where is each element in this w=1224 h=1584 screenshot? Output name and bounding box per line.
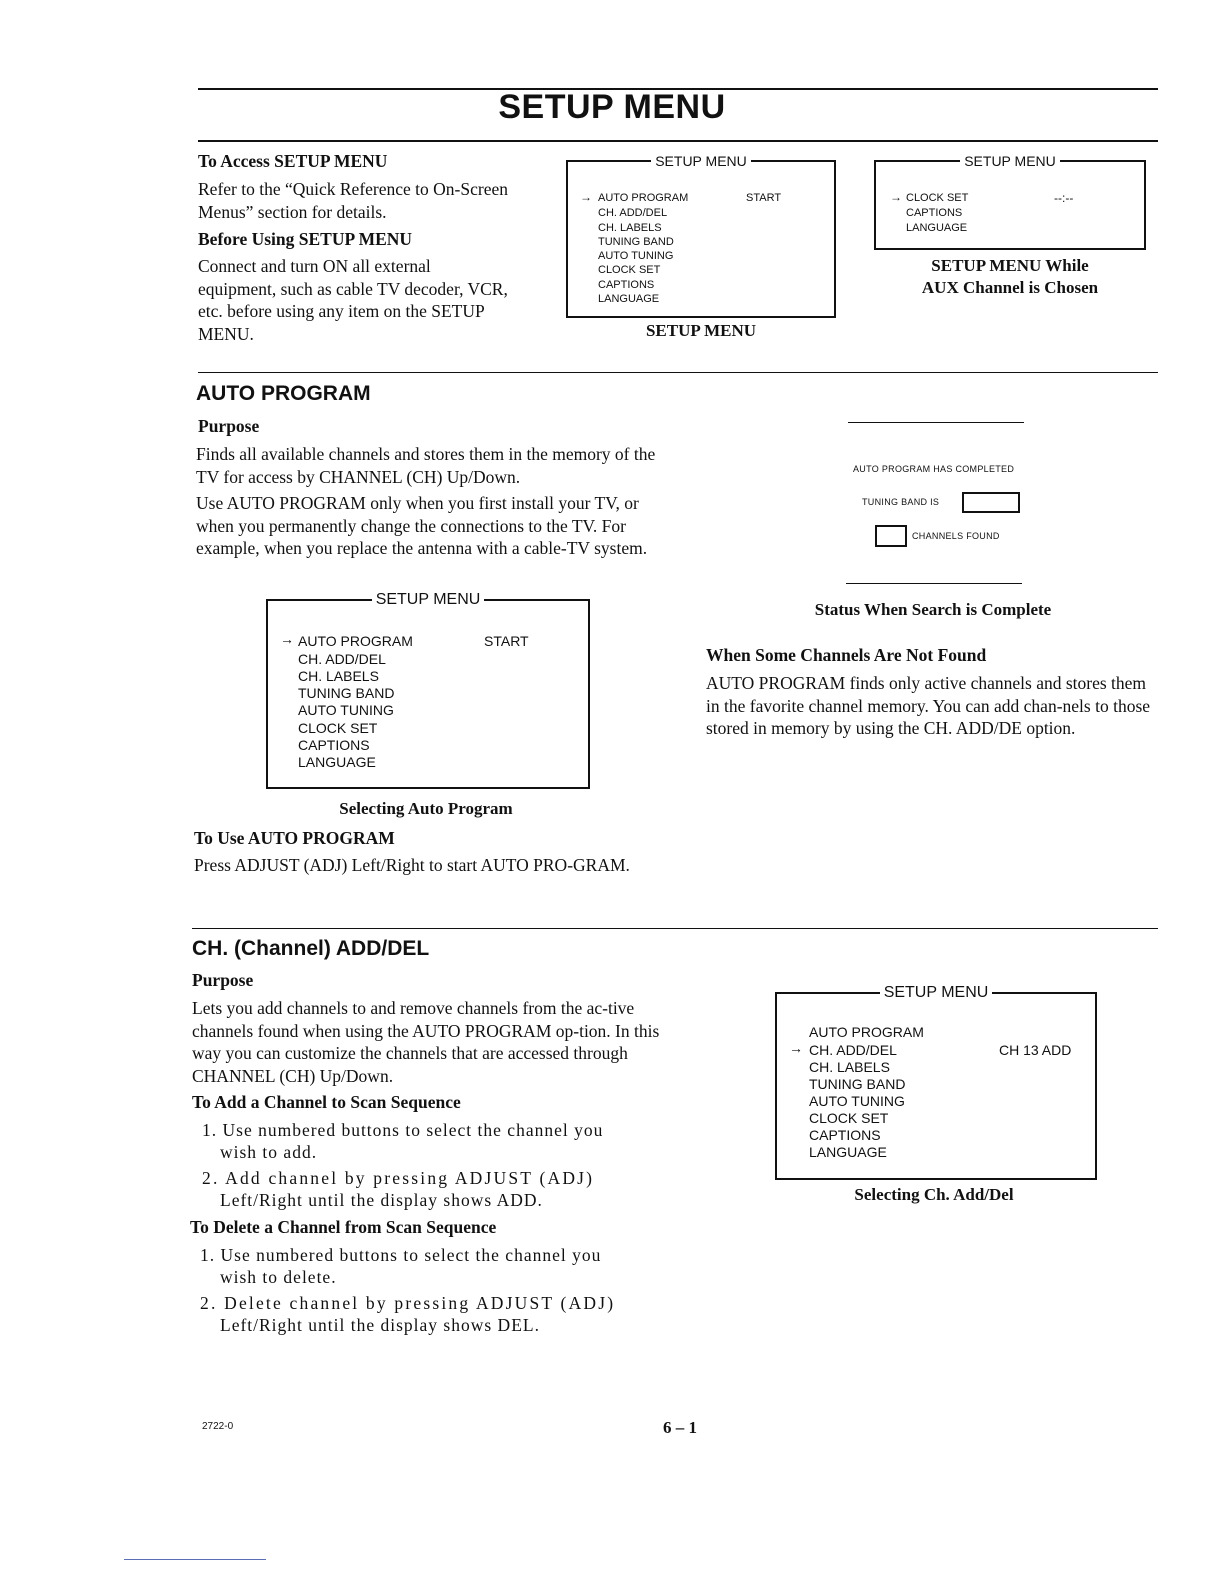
ch-add-del-heading: CH. (Channel) ADD/DEL: [192, 937, 430, 960]
osd2-title: SETUP MENU: [960, 153, 1060, 169]
purpose-heading: Purpose: [192, 970, 254, 990]
menu-item-language: LANGUAGE: [598, 293, 660, 305]
osd-title: SETUP MENU: [372, 591, 485, 608]
setup-menu-auto-program-screen: [266, 591, 590, 789]
menu-item-value: START: [746, 192, 782, 204]
osd2-caption-line2: AUX Channel is Chosen: [921, 278, 1099, 297]
ch-add-del-p1: Lets you add channels to and remove channels from the ac-tive channels found when using the AUTO PROGRAM op-tion. In this way you can customize the channels that are accessed through CHANNEL (CH) Up/Down.: [192, 998, 660, 1086]
before-heading: Before Using SETUP MENU: [198, 229, 413, 249]
status-top-rule: [848, 422, 1024, 423]
menu-item-tuning-band: TUNING BAND: [809, 1076, 906, 1092]
page-number: 6 – 1: [663, 1418, 697, 1437]
menu-item-captions: CAPTIONS: [809, 1127, 881, 1143]
menu-item-ch-labels: CH. LABELS: [298, 668, 379, 684]
use-text: Press ADJUST (ADJ) Left/Right to start AUTO PRO-GRAM.: [194, 855, 630, 875]
menu-item-tuning-band: TUNING BAND: [298, 685, 395, 701]
title-rule: [198, 140, 1158, 142]
menu-item-clock-set: CLOCK SET: [906, 192, 969, 204]
purpose-heading: Purpose: [198, 416, 260, 436]
del-step-2: 2. Delete channel by pressing ADJUST (ADJ): [200, 1293, 616, 1313]
selection-arrow-icon: →: [789, 1040, 803, 1056]
ch-add-del-osd-caption: Selecting Ch. Add/Del: [854, 1185, 1014, 1204]
menu-item-captions: CAPTIONS: [298, 737, 370, 753]
not-found-text: AUTO PROGRAM finds only active channels and stores them in the favorite channel memory. You can add chan-nels to those stored in memory by using the CH. ADD/DE option.: [706, 673, 1151, 738]
menu-item-ch-add-del: CH. ADD/DEL: [298, 651, 386, 667]
menu-item-tuning-band: TUNING BAND: [598, 236, 674, 248]
add-step-2: 2. Add channel by pressing ADJUST (ADJ): [202, 1168, 595, 1188]
osd-title: SETUP MENU: [651, 153, 751, 169]
menu-item-auto-program: AUTO PROGRAM: [809, 1024, 924, 1040]
menu-item-clock-set: CLOCK SET: [298, 720, 378, 736]
clock-value: --:--: [1054, 191, 1074, 205]
menu-item-ch-labels: CH. LABELS: [809, 1059, 890, 1075]
menu-item-auto-tuning: AUTO TUNING: [298, 702, 394, 718]
del-step-1-cont: wish to delete.: [220, 1267, 337, 1287]
auto-program-osd-caption: Selecting Auto Program: [339, 799, 513, 818]
menu-item-ch-add-del: CH. ADD/DEL: [809, 1042, 897, 1058]
status-line-completed: AUTO PROGRAM HAS COMPLETED: [853, 464, 1015, 474]
menu-item-language: LANGUAGE: [809, 1144, 887, 1160]
setup-menu-screen: [566, 153, 836, 318]
add-step-1-cont: wish to add.: [220, 1142, 318, 1162]
menu-item-value: START: [484, 633, 529, 649]
section-rule: [198, 372, 1158, 373]
menu-item-ch-labels: CH. LABELS: [598, 222, 662, 234]
del-step-1: 1. Use numbered buttons to select the channel you: [200, 1245, 602, 1265]
osd-title: SETUP MENU: [880, 984, 993, 1001]
menu-item-value: CH 13 ADD: [999, 1042, 1072, 1058]
tuning-band-box: [962, 492, 1020, 513]
access-heading: To Access SETUP MENU: [198, 151, 388, 171]
menu-item-ch-add-del: CH. ADD/DEL: [598, 207, 668, 219]
not-found-heading: When Some Channels Are Not Found: [706, 645, 987, 665]
menu-item-auto-tuning: AUTO TUNING: [809, 1093, 905, 1109]
menu-item-auto-program: AUTO PROGRAM: [298, 633, 413, 649]
use-heading: To Use AUTO PROGRAM: [194, 828, 395, 848]
status-caption: Status When Search is Complete: [814, 600, 1052, 619]
access-text: Refer to the “Quick Reference to On-Screen Menus” section for details.: [198, 179, 508, 222]
menu-item-clock-set: CLOCK SET: [809, 1110, 889, 1126]
menu-item-clock-set: CLOCK SET: [598, 264, 661, 276]
menu-item-captions: CAPTIONS: [598, 279, 655, 291]
add-step-2-cont: Left/Right until the display shows ADD.: [220, 1190, 543, 1210]
status-line-channels-found: CHANNELS FOUND: [912, 531, 1000, 541]
auto-program-p1: Finds all available channels and stores them in the memory of the TV for access by CHANNEL (CH) Up/Down.: [196, 444, 656, 487]
del-heading: To Delete a Channel from Scan Sequence: [190, 1217, 497, 1237]
footer-underline: [124, 1559, 266, 1560]
add-step-1: 1. Use numbered buttons to select the channel you: [202, 1120, 604, 1140]
status-line-tuning-band: TUNING BAND IS: [862, 497, 940, 507]
page-title: SETUP MENU: [498, 88, 726, 126]
menu-item-language: LANGUAGE: [298, 754, 376, 770]
selection-arrow-icon: →: [280, 631, 294, 647]
status-bottom-rule: [846, 583, 1022, 584]
del-step-2-cont: Left/Right until the display shows DEL.: [220, 1315, 540, 1335]
setup-menu-ch-add-del-screen: [775, 984, 1097, 1180]
before-text: Connect and turn ON all external equipment, such as cable TV decoder, VCR, etc. before using any item on the SETUP MENU.: [198, 256, 508, 344]
auto-program-p2: Use AUTO PROGRAM only when you first install your TV, or when you permanently change the connections to the TV. For example, when you replace the antenna with a cable-TV system.: [196, 493, 648, 558]
auto-program-heading: AUTO PROGRAM: [196, 382, 371, 405]
selection-arrow-icon: →: [580, 190, 592, 204]
channels-found-box: [875, 525, 907, 547]
add-heading: To Add a Channel to Scan Sequence: [192, 1092, 461, 1112]
osd2-caption-line1: SETUP MENU While: [931, 256, 1089, 275]
osd1-caption: SETUP MENU: [645, 321, 757, 340]
selection-arrow-icon: →: [890, 190, 902, 204]
menu-item-auto-program: AUTO PROGRAM: [598, 192, 689, 204]
section-rule: [192, 928, 1158, 929]
menu-item-language: LANGUAGE: [906, 222, 968, 234]
footer-code: 2722-0: [202, 1421, 234, 1432]
menu-item-captions: CAPTIONS: [906, 207, 963, 219]
menu-item-auto-tuning: AUTO TUNING: [598, 250, 674, 262]
setup-menu-aux-screen: [874, 153, 1146, 250]
